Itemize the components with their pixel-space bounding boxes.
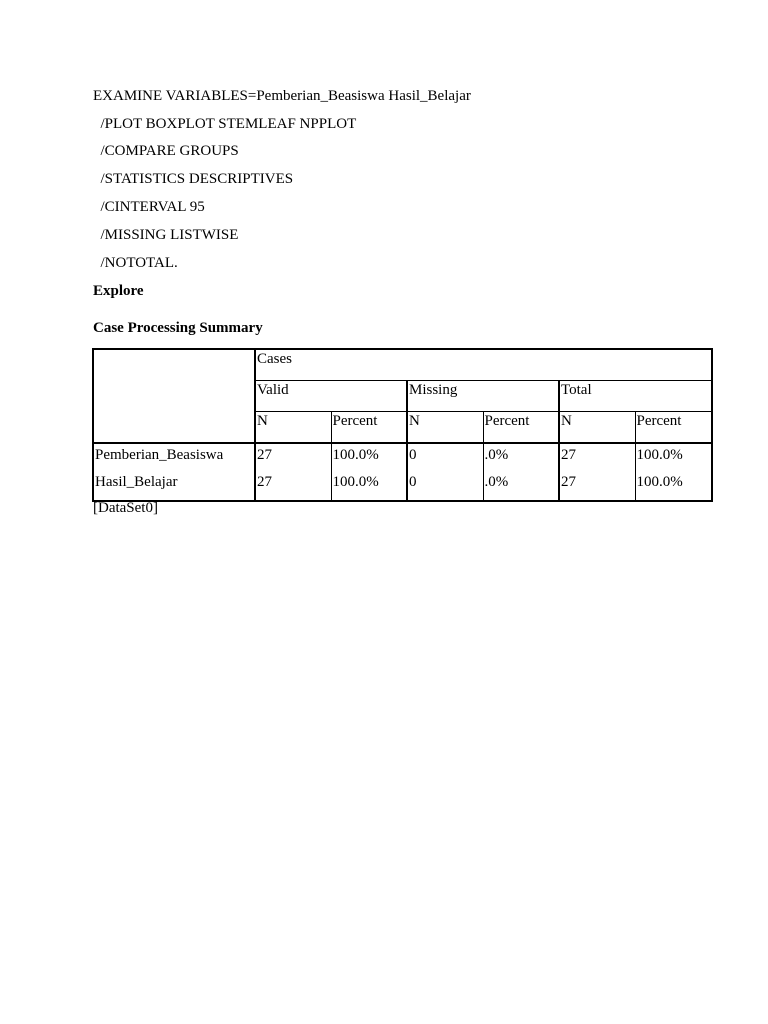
cell-missing-percent: .0% bbox=[483, 473, 559, 501]
syntax-line-statistics: /STATISTICS DESCRIPTIVES bbox=[93, 171, 294, 187]
section-title: Explore bbox=[93, 283, 144, 299]
subheader-valid-percent: Percent bbox=[331, 412, 407, 444]
header-total: Total bbox=[559, 381, 712, 412]
syntax-line-missing: /MISSING LISTWISE bbox=[93, 227, 239, 243]
syntax-line-compare: /COMPARE GROUPS bbox=[93, 143, 239, 159]
cell-missing-n: 0 bbox=[407, 443, 483, 473]
header-corner-cell bbox=[93, 349, 255, 443]
syntax-line-nototal: /NOTOTAL. bbox=[93, 255, 178, 271]
cell-valid-percent: 100.0% bbox=[331, 473, 407, 501]
cell-total-n: 27 bbox=[559, 443, 635, 473]
row-label: Hasil_Belajar bbox=[95, 474, 178, 490]
cell-valid-n: 27 bbox=[255, 473, 331, 501]
cell-total-n: 27 bbox=[559, 473, 635, 501]
subheader-valid-n: N bbox=[255, 412, 331, 444]
table-row bbox=[93, 443, 712, 473]
header-valid: Valid bbox=[255, 381, 407, 412]
cell-missing-n: 0 bbox=[407, 473, 483, 501]
syntax-line-examine: EXAMINE VARIABLES=Pemberian_Beasiswa Hasil_Belajar bbox=[93, 88, 471, 104]
cell-missing-percent: .0% bbox=[483, 443, 559, 473]
dataset-label: [DataSet0] bbox=[93, 500, 158, 516]
table-row bbox=[93, 473, 712, 501]
header-missing: Missing bbox=[407, 381, 559, 412]
cell-total-percent: 100.0% bbox=[635, 443, 712, 473]
syntax-line-plot: /PLOT BOXPLOT STEMLEAF NPPLOT bbox=[93, 116, 357, 132]
subheader-total-n: N bbox=[559, 412, 635, 444]
subheader-missing-percent: Percent bbox=[483, 412, 559, 444]
syntax-line-cinterval: /CINTERVAL 95 bbox=[93, 199, 205, 215]
case-processing-summary-table bbox=[92, 348, 713, 502]
cell-valid-n: 27 bbox=[255, 443, 331, 473]
row-label: Pemberian_Beasiswa bbox=[95, 447, 224, 463]
cell-total-percent: 100.0% bbox=[635, 473, 712, 501]
subheader-missing-n: N bbox=[407, 412, 483, 444]
header-cases: Cases bbox=[255, 349, 712, 381]
table-title: Case Processing Summary bbox=[93, 320, 263, 336]
subheader-total-percent: Percent bbox=[635, 412, 712, 444]
cell-valid-percent: 100.0% bbox=[331, 443, 407, 473]
header-row-cases bbox=[93, 349, 712, 381]
